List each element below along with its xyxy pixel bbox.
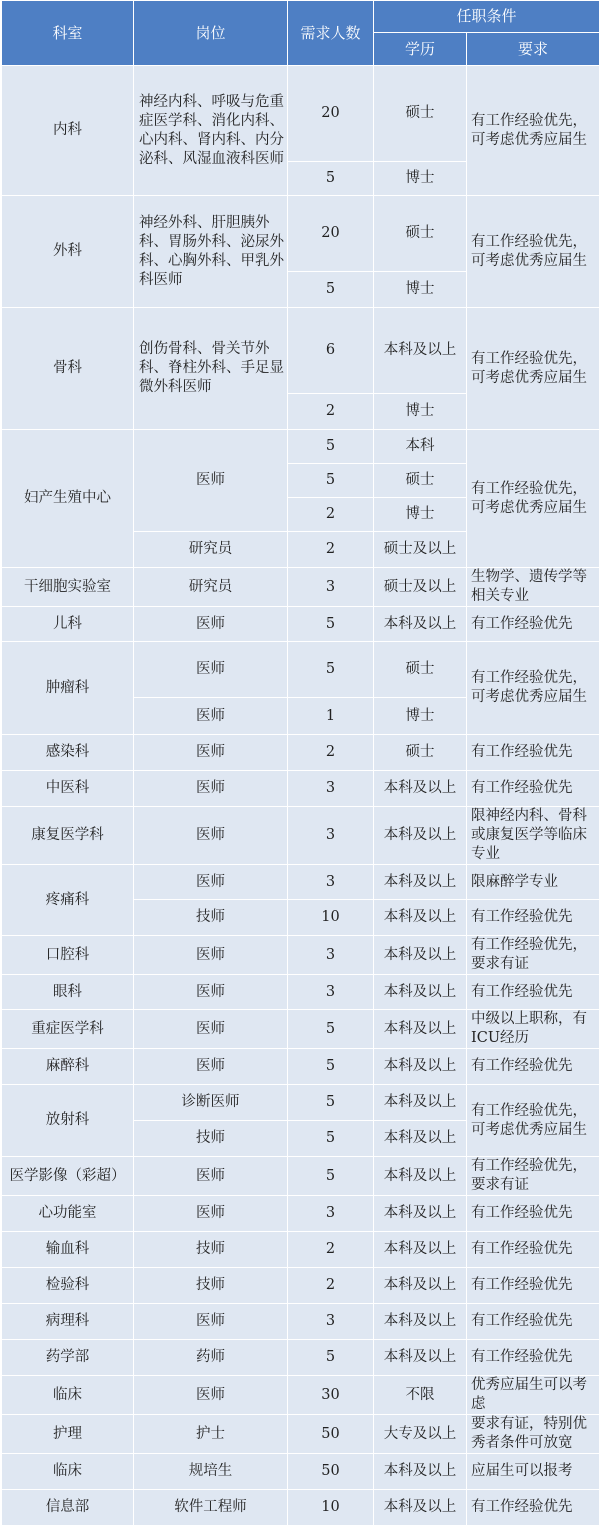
edu-cell: 本科及以上 bbox=[374, 1304, 467, 1340]
req-cell: 有工作经验优先 bbox=[467, 1049, 600, 1085]
count-cell: 1 bbox=[288, 698, 374, 735]
table-row bbox=[2, 430, 600, 464]
edu-cell: 本科及以上 bbox=[374, 975, 467, 1010]
count-cell: 2 bbox=[288, 1268, 374, 1304]
req-cell: 有工作经验优先 bbox=[467, 1490, 600, 1526]
count-cell: 3 bbox=[288, 1196, 374, 1232]
post-cell: 医师 bbox=[134, 1157, 288, 1196]
count-cell: 6 bbox=[288, 308, 374, 394]
count-cell: 2 bbox=[288, 394, 374, 430]
table-row bbox=[2, 1049, 600, 1085]
table-row bbox=[2, 607, 600, 642]
header-req: 要求 bbox=[467, 33, 600, 66]
edu-cell: 本科及以上 bbox=[374, 1196, 467, 1232]
post-cell: 软件工程师 bbox=[134, 1490, 288, 1526]
edu-cell: 不限 bbox=[374, 1376, 467, 1415]
post-cell: 技师 bbox=[134, 1268, 288, 1304]
post-cell: 规培生 bbox=[134, 1454, 288, 1490]
dept-cell: 心功能室 bbox=[2, 1196, 134, 1232]
header-edu: 学历 bbox=[374, 33, 467, 66]
dept-cell: 输血科 bbox=[2, 1232, 134, 1268]
table-row bbox=[2, 1376, 600, 1415]
req-cell: 有工作经验优先，可考虑优秀应届生 bbox=[467, 1085, 600, 1157]
count-cell: 3 bbox=[288, 568, 374, 607]
dept-cell: 康复医学科 bbox=[2, 807, 134, 865]
header-dept: 科室 bbox=[2, 1, 134, 66]
table-row bbox=[2, 66, 600, 162]
edu-cell: 本科及以上 bbox=[374, 1232, 467, 1268]
count-cell: 3 bbox=[288, 807, 374, 865]
post-cell: 医师 bbox=[134, 642, 288, 698]
count-cell: 5 bbox=[288, 464, 374, 498]
edu-cell: 博士 bbox=[374, 698, 467, 735]
header-post: 岗位 bbox=[134, 1, 288, 66]
edu-cell: 本科及以上 bbox=[374, 900, 467, 936]
count-cell: 3 bbox=[288, 1304, 374, 1340]
dept-cell: 重症医学科 bbox=[2, 1010, 134, 1049]
dept-cell: 药学部 bbox=[2, 1340, 134, 1376]
req-cell: 有工作经验优先 bbox=[467, 1232, 600, 1268]
count-cell: 5 bbox=[288, 607, 374, 642]
dept-cell: 病理科 bbox=[2, 1304, 134, 1340]
edu-cell: 本科及以上 bbox=[374, 1157, 467, 1196]
req-cell: 有工作经验优先 bbox=[467, 607, 600, 642]
table-row bbox=[2, 1268, 600, 1304]
count-cell: 20 bbox=[288, 196, 374, 272]
post-cell: 技师 bbox=[134, 900, 288, 936]
header-count: 需求人数 bbox=[288, 1, 374, 66]
dept-cell: 感染科 bbox=[2, 735, 134, 771]
req-cell: 有工作经验优先，可考虑优秀应届生 bbox=[467, 66, 600, 196]
req-cell: 有工作经验优先 bbox=[467, 1340, 600, 1376]
req-cell: 优秀应届生可以考虑 bbox=[467, 1376, 600, 1415]
table-row bbox=[2, 196, 600, 272]
edu-cell: 本科及以上 bbox=[374, 1490, 467, 1526]
header-conditions: 任职条件 bbox=[374, 1, 600, 33]
post-cell: 创伤骨科、骨关节外科、脊柱外科、手足显微外科医师 bbox=[134, 308, 288, 430]
table-row bbox=[2, 1085, 600, 1121]
post-cell: 医师 bbox=[134, 698, 288, 735]
dept-cell: 临床 bbox=[2, 1454, 134, 1490]
dept-cell: 信息部 bbox=[2, 1490, 134, 1526]
post-cell: 医师 bbox=[134, 936, 288, 975]
edu-cell: 本科及以上 bbox=[374, 807, 467, 865]
count-cell: 5 bbox=[288, 1010, 374, 1049]
table-row bbox=[2, 1340, 600, 1376]
req-cell: 有工作经验优先 bbox=[467, 1304, 600, 1340]
table-row bbox=[2, 865, 600, 900]
edu-cell: 本科 bbox=[374, 430, 467, 464]
edu-cell: 本科及以上 bbox=[374, 607, 467, 642]
table-row bbox=[2, 936, 600, 975]
req-cell: 有工作经验优先 bbox=[467, 771, 600, 807]
count-cell: 3 bbox=[288, 865, 374, 900]
dept-cell: 肿瘤科 bbox=[2, 642, 134, 735]
post-cell: 医师 bbox=[134, 735, 288, 771]
post-cell: 诊断医师 bbox=[134, 1085, 288, 1121]
table-row bbox=[2, 308, 600, 394]
post-cell: 医师 bbox=[134, 1010, 288, 1049]
edu-cell: 本科及以上 bbox=[374, 1010, 467, 1049]
count-cell: 5 bbox=[288, 1085, 374, 1121]
count-cell: 5 bbox=[288, 1049, 374, 1085]
count-cell: 10 bbox=[288, 900, 374, 936]
dept-cell: 眼科 bbox=[2, 975, 134, 1010]
count-cell: 5 bbox=[288, 162, 374, 196]
table-row bbox=[2, 1304, 600, 1340]
count-cell: 2 bbox=[288, 498, 374, 532]
count-cell: 5 bbox=[288, 1121, 374, 1157]
count-cell: 3 bbox=[288, 936, 374, 975]
count-cell: 30 bbox=[288, 1376, 374, 1415]
edu-cell: 硕士 bbox=[374, 642, 467, 698]
post-cell: 药师 bbox=[134, 1340, 288, 1376]
count-cell: 3 bbox=[288, 771, 374, 807]
req-cell: 有工作经验优先，可考虑优秀应届生 bbox=[467, 642, 600, 735]
table-row bbox=[2, 1196, 600, 1232]
req-cell: 有工作经验优先 bbox=[467, 900, 600, 936]
dept-cell: 中医科 bbox=[2, 771, 134, 807]
req-cell: 要求有证，特别优秀者条件可放宽 bbox=[467, 1415, 600, 1454]
post-cell: 医师 bbox=[134, 430, 288, 532]
req-cell: 有工作经验优先，要求有证 bbox=[467, 1157, 600, 1196]
post-cell: 神经外科、肝胆胰外科、胃肠外科、泌尿外科、心胸外科、甲乳外科医师 bbox=[134, 196, 288, 308]
dept-cell: 检验科 bbox=[2, 1268, 134, 1304]
req-cell: 生物学、遗传学等相关专业 bbox=[467, 568, 600, 607]
post-cell: 医师 bbox=[134, 975, 288, 1010]
count-cell: 5 bbox=[288, 1340, 374, 1376]
count-cell: 2 bbox=[288, 532, 374, 568]
edu-cell: 博士 bbox=[374, 498, 467, 532]
table-row bbox=[2, 771, 600, 807]
edu-cell: 本科及以上 bbox=[374, 865, 467, 900]
post-cell: 医师 bbox=[134, 1304, 288, 1340]
dept-cell: 麻醉科 bbox=[2, 1049, 134, 1085]
req-cell: 有工作经验优先，可考虑优秀应届生 bbox=[467, 430, 600, 568]
edu-cell: 硕士 bbox=[374, 66, 467, 162]
edu-cell: 大专及以上 bbox=[374, 1415, 467, 1454]
recruitment-table bbox=[1, 0, 600, 1526]
edu-cell: 硕士 bbox=[374, 735, 467, 771]
table-row bbox=[2, 642, 600, 698]
dept-cell: 放射科 bbox=[2, 1085, 134, 1157]
dept-cell: 护理 bbox=[2, 1415, 134, 1454]
edu-cell: 本科及以上 bbox=[374, 936, 467, 975]
post-cell: 研究员 bbox=[134, 568, 288, 607]
count-cell: 2 bbox=[288, 735, 374, 771]
table-row bbox=[2, 1157, 600, 1196]
dept-cell: 疼痛科 bbox=[2, 865, 134, 936]
req-cell: 限麻醉学专业 bbox=[467, 865, 600, 900]
post-cell: 技师 bbox=[134, 1121, 288, 1157]
edu-cell: 博士 bbox=[374, 162, 467, 196]
edu-cell: 博士 bbox=[374, 394, 467, 430]
dept-cell: 医学影像（彩超） bbox=[2, 1157, 134, 1196]
req-cell: 中级以上职称，有ICU经历 bbox=[467, 1010, 600, 1049]
post-cell: 医师 bbox=[134, 1376, 288, 1415]
edu-cell: 硕士 bbox=[374, 196, 467, 272]
table-row bbox=[2, 1415, 600, 1454]
post-cell: 护士 bbox=[134, 1415, 288, 1454]
table-row bbox=[2, 1454, 600, 1490]
req-cell: 应届生可以报考 bbox=[467, 1454, 600, 1490]
table-row bbox=[2, 735, 600, 771]
table-row bbox=[2, 1232, 600, 1268]
post-cell: 医师 bbox=[134, 865, 288, 900]
edu-cell: 博士 bbox=[374, 272, 467, 308]
edu-cell: 本科及以上 bbox=[374, 1049, 467, 1085]
req-cell: 有工作经验优先 bbox=[467, 735, 600, 771]
count-cell: 50 bbox=[288, 1415, 374, 1454]
edu-cell: 本科及以上 bbox=[374, 1340, 467, 1376]
post-cell: 医师 bbox=[134, 1049, 288, 1085]
dept-cell: 口腔科 bbox=[2, 936, 134, 975]
edu-cell: 本科及以上 bbox=[374, 771, 467, 807]
dept-cell: 临床 bbox=[2, 1376, 134, 1415]
edu-cell: 本科及以上 bbox=[374, 1085, 467, 1121]
post-cell: 技师 bbox=[134, 1232, 288, 1268]
post-cell: 神经内科、呼吸与危重症医学科、消化内科、心内科、肾内科、内分泌科、风湿血液科医师 bbox=[134, 66, 288, 196]
post-cell: 医师 bbox=[134, 607, 288, 642]
count-cell: 5 bbox=[288, 430, 374, 464]
dept-cell: 内科 bbox=[2, 66, 134, 196]
table-row bbox=[2, 975, 600, 1010]
table-row bbox=[2, 807, 600, 865]
count-cell: 5 bbox=[288, 272, 374, 308]
req-cell: 有工作经验优先 bbox=[467, 975, 600, 1010]
post-cell: 研究员 bbox=[134, 532, 288, 568]
count-cell: 2 bbox=[288, 1232, 374, 1268]
req-cell: 有工作经验优先 bbox=[467, 1196, 600, 1232]
dept-cell: 干细胞实验室 bbox=[2, 568, 134, 607]
table-row bbox=[2, 1010, 600, 1049]
edu-cell: 硕士及以上 bbox=[374, 568, 467, 607]
count-cell: 20 bbox=[288, 66, 374, 162]
edu-cell: 硕士 bbox=[374, 464, 467, 498]
req-cell: 有工作经验优先 bbox=[467, 1268, 600, 1304]
edu-cell: 本科及以上 bbox=[374, 1121, 467, 1157]
count-cell: 50 bbox=[288, 1454, 374, 1490]
table-row bbox=[2, 1490, 600, 1526]
dept-cell: 外科 bbox=[2, 196, 134, 308]
dept-cell: 骨科 bbox=[2, 308, 134, 430]
req-cell: 限神经内科、骨科或康复医学等临床专业 bbox=[467, 807, 600, 865]
post-cell: 医师 bbox=[134, 807, 288, 865]
post-cell: 医师 bbox=[134, 1196, 288, 1232]
dept-cell: 妇产生殖中心 bbox=[2, 430, 134, 568]
table-row bbox=[2, 568, 600, 607]
post-cell: 医师 bbox=[134, 771, 288, 807]
edu-cell: 本科及以上 bbox=[374, 1454, 467, 1490]
dept-cell: 儿科 bbox=[2, 607, 134, 642]
edu-cell: 本科及以上 bbox=[374, 308, 467, 394]
req-cell: 有工作经验优先，要求有证 bbox=[467, 936, 600, 975]
req-cell: 有工作经验优先，可考虑优秀应届生 bbox=[467, 196, 600, 308]
count-cell: 3 bbox=[288, 975, 374, 1010]
count-cell: 5 bbox=[288, 1157, 374, 1196]
edu-cell: 硕士及以上 bbox=[374, 532, 467, 568]
count-cell: 5 bbox=[288, 642, 374, 698]
count-cell: 10 bbox=[288, 1490, 374, 1526]
req-cell: 有工作经验优先，可考虑优秀应届生 bbox=[467, 308, 600, 430]
edu-cell: 本科及以上 bbox=[374, 1268, 467, 1304]
